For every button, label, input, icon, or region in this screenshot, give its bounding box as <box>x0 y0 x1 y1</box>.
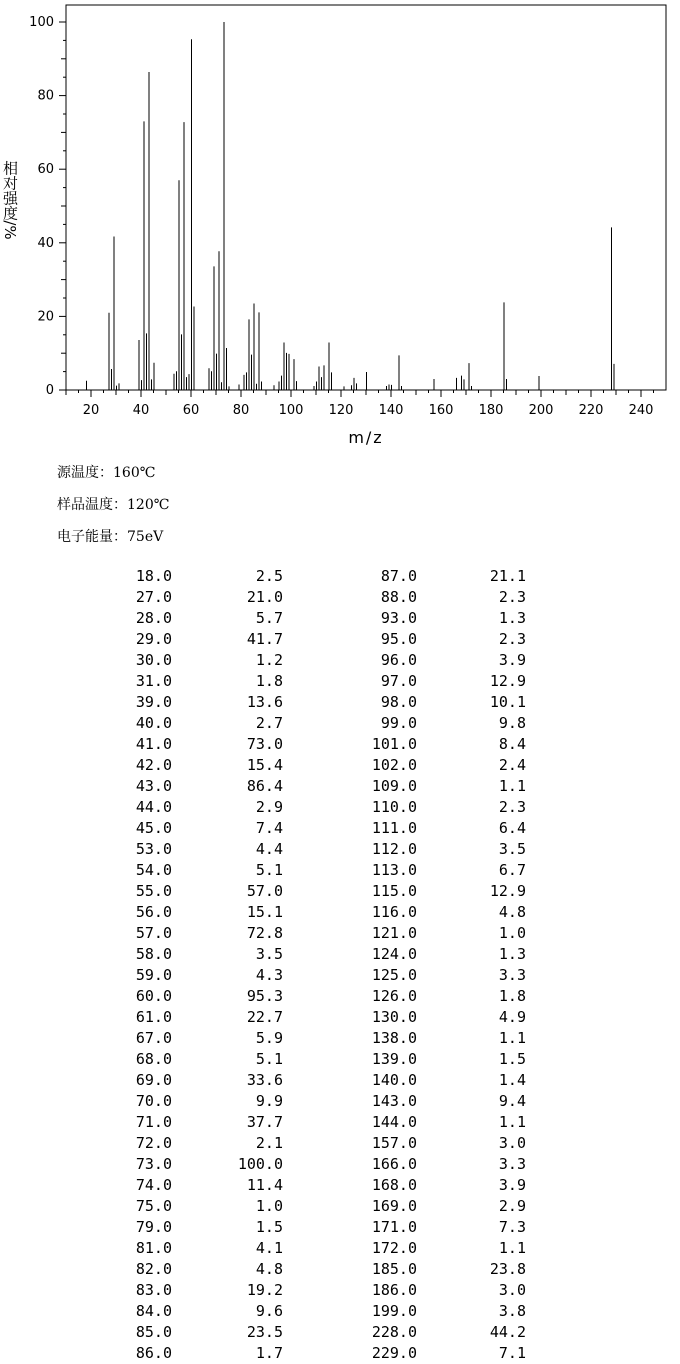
table-cell-intensity: 1.4 <box>498 1071 526 1089</box>
table-cell-intensity: 13.6 <box>246 693 283 711</box>
table-cell-mz: 57.0 <box>135 924 172 942</box>
table-cell-mz: 96.0 <box>380 651 417 669</box>
table-cell-intensity: 5.9 <box>255 1029 283 1047</box>
table-cell-mz: 61.0 <box>135 1008 172 1026</box>
table-cell-intensity: 2.1 <box>255 1134 283 1152</box>
table-cell-mz: 88.0 <box>380 588 417 606</box>
table-cell-intensity: 5.1 <box>255 1050 283 1068</box>
table-cell-intensity: 9.4 <box>498 1092 526 1110</box>
x-tick-label: 240 <box>628 403 654 418</box>
source-temperature: 源温度：160℃ <box>57 465 156 481</box>
mz-column-left <box>100 566 172 1364</box>
table-cell-mz: 168.0 <box>371 1176 417 1194</box>
table-cell-mz: 72.0 <box>135 1134 172 1152</box>
table-cell-mz: 140.0 <box>371 1071 417 1089</box>
table-cell-mz: 30.0 <box>135 651 172 669</box>
table-cell-intensity: 95.3 <box>246 987 283 1005</box>
intensity-column-left <box>210 566 283 1364</box>
table-cell-intensity: 2.4 <box>498 756 526 774</box>
table-cell-intensity: 1.7 <box>255 1344 283 1362</box>
y-axis-ticks <box>29 15 66 398</box>
table-cell-mz: 185.0 <box>371 1260 417 1278</box>
table-cell-intensity: 1.5 <box>498 1050 526 1068</box>
table-cell-mz: 59.0 <box>135 966 172 984</box>
y-tick-label: 60 <box>37 162 54 178</box>
table-cell-intensity: 3.3 <box>498 1155 526 1173</box>
table-cell-intensity: 19.2 <box>246 1281 283 1299</box>
table-cell-intensity: 1.1 <box>498 777 526 795</box>
table-cell-mz: 40.0 <box>135 714 172 732</box>
table-cell-intensity: 3.9 <box>498 1176 526 1194</box>
table-cell-mz: 97.0 <box>380 672 417 690</box>
table-cell-mz: 43.0 <box>135 777 172 795</box>
x-tick-label: 60 <box>182 403 200 418</box>
table-cell-mz: 69.0 <box>135 1071 172 1089</box>
table-cell-intensity: 10.1 <box>489 693 526 711</box>
x-tick-label: 180 <box>478 403 504 418</box>
table-cell-intensity: 1.5 <box>255 1218 283 1236</box>
table-cell-intensity: 3.0 <box>498 1134 526 1152</box>
y-tick-label: 40 <box>37 235 54 251</box>
y-tick-label: 100 <box>29 15 54 30</box>
mass-spectrum-chart <box>0 0 680 450</box>
peak-group <box>87 22 615 390</box>
table-cell-intensity: 3.3 <box>498 966 526 984</box>
table-cell-mz: 171.0 <box>371 1218 417 1236</box>
table-cell-intensity: 2.3 <box>498 798 526 816</box>
table-cell-intensity: 3.8 <box>498 1302 526 1320</box>
table-cell-intensity: 33.6 <box>246 1071 283 1089</box>
table-cell-intensity: 4.4 <box>255 840 283 858</box>
table-cell-mz: 98.0 <box>380 693 417 711</box>
table-cell-intensity: 3.0 <box>498 1281 526 1299</box>
table-cell-intensity: 1.1 <box>498 1029 526 1047</box>
table-cell-mz: 112.0 <box>371 840 417 858</box>
table-cell-mz: 99.0 <box>380 714 417 732</box>
table-cell-intensity: 4.9 <box>498 1008 526 1026</box>
table-cell-mz: 111.0 <box>371 819 417 837</box>
table-cell-intensity: 4.1 <box>255 1239 283 1257</box>
table-cell-intensity: 4.8 <box>498 903 526 921</box>
table-cell-mz: 93.0 <box>380 609 417 627</box>
table-cell-mz: 70.0 <box>135 1092 172 1110</box>
table-cell-intensity: 12.9 <box>489 882 526 900</box>
table-cell-mz: 18.0 <box>135 567 172 585</box>
table-cell-mz: 44.0 <box>135 798 172 816</box>
table-cell-mz: 39.0 <box>135 693 172 711</box>
table-cell-mz: 74.0 <box>135 1176 172 1194</box>
table-cell-mz: 172.0 <box>371 1239 417 1257</box>
table-cell-mz: 115.0 <box>371 882 417 900</box>
table-cell-mz: 83.0 <box>135 1281 172 1299</box>
table-cell-intensity: 2.5 <box>255 567 283 585</box>
table-cell-mz: 126.0 <box>371 987 417 1005</box>
table-cell-intensity: 4.3 <box>255 966 283 984</box>
table-cell-mz: 144.0 <box>371 1113 417 1131</box>
table-cell-mz: 56.0 <box>135 903 172 921</box>
x-tick-label: 80 <box>232 403 250 418</box>
table-cell-mz: 87.0 <box>380 567 417 585</box>
intensity-column-right <box>450 566 526 1364</box>
table-cell-intensity: 3.9 <box>498 651 526 669</box>
table-cell-mz: 125.0 <box>371 966 417 984</box>
y-tick-label: 0 <box>45 383 54 398</box>
x-tick-label: 200 <box>528 403 554 418</box>
x-tick-label: 160 <box>428 403 454 418</box>
table-cell-intensity: 1.8 <box>498 987 526 1005</box>
table-cell-mz: 81.0 <box>135 1239 172 1257</box>
table-cell-intensity: 7.3 <box>498 1218 526 1236</box>
table-cell-mz: 55.0 <box>135 882 172 900</box>
table-cell-intensity: 41.7 <box>246 630 283 648</box>
table-cell-mz: 86.0 <box>135 1344 172 1362</box>
table-cell-mz: 130.0 <box>371 1008 417 1026</box>
table-cell-intensity: 2.9 <box>498 1197 526 1215</box>
table-cell-mz: 60.0 <box>135 987 172 1005</box>
table-cell-intensity: 2.3 <box>498 588 526 606</box>
table-cell-intensity: 1.2 <box>255 651 283 669</box>
table-cell-intensity: 23.8 <box>489 1260 526 1278</box>
table-cell-intensity: 21.0 <box>246 588 283 606</box>
y-tick-label: 20 <box>37 309 54 325</box>
table-cell-intensity: 4.8 <box>255 1260 283 1278</box>
table-cell-mz: 73.0 <box>135 1155 172 1173</box>
table-cell-mz: 116.0 <box>371 903 417 921</box>
table-cell-mz: 67.0 <box>135 1029 172 1047</box>
table-cell-mz: 113.0 <box>371 861 417 879</box>
table-cell-intensity: 44.2 <box>489 1323 526 1341</box>
table-cell-mz: 102.0 <box>371 756 417 774</box>
table-cell-intensity: 21.1 <box>489 567 526 585</box>
table-cell-mz: 157.0 <box>371 1134 417 1152</box>
table-cell-mz: 29.0 <box>135 630 172 648</box>
table-cell-mz: 41.0 <box>135 735 172 753</box>
table-cell-intensity: 6.7 <box>498 861 526 879</box>
table-cell-mz: 124.0 <box>371 945 417 963</box>
table-cell-intensity: 3.5 <box>498 840 526 858</box>
table-cell-intensity: 1.1 <box>498 1239 526 1257</box>
table-cell-mz: 109.0 <box>371 777 417 795</box>
table-cell-mz: 228.0 <box>371 1323 417 1341</box>
table-cell-intensity: 6.4 <box>498 819 526 837</box>
table-cell-intensity: 100.0 <box>237 1155 283 1173</box>
table-cell-mz: 68.0 <box>135 1050 172 1068</box>
table-cell-mz: 138.0 <box>371 1029 417 1047</box>
y-tick-label: 80 <box>37 88 54 104</box>
table-cell-intensity: 9.9 <box>255 1092 283 1110</box>
table-cell-mz: 42.0 <box>135 756 172 774</box>
table-cell-mz: 27.0 <box>135 588 172 606</box>
table-cell-mz: 79.0 <box>135 1218 172 1236</box>
x-tick-label: 140 <box>378 403 404 418</box>
y-axis-label: 相对强度/% <box>1 160 19 240</box>
table-cell-mz: 143.0 <box>371 1092 417 1110</box>
table-cell-intensity: 86.4 <box>246 777 283 795</box>
table-cell-mz: 28.0 <box>135 609 172 627</box>
table-cell-mz: 84.0 <box>135 1302 172 1320</box>
table-cell-intensity: 15.4 <box>246 756 283 774</box>
plot-frame <box>66 5 666 390</box>
table-cell-intensity: 15.1 <box>246 903 283 921</box>
table-cell-mz: 85.0 <box>135 1323 172 1341</box>
table-cell-mz: 53.0 <box>135 840 172 858</box>
table-cell-mz: 71.0 <box>135 1113 172 1131</box>
x-tick-label: 40 <box>132 403 150 418</box>
table-cell-mz: 229.0 <box>371 1344 417 1362</box>
table-cell-intensity: 1.3 <box>498 609 526 627</box>
table-cell-mz: 45.0 <box>135 819 172 837</box>
table-cell-mz: 95.0 <box>380 630 417 648</box>
table-cell-mz: 139.0 <box>371 1050 417 1068</box>
x-tick-label: 20 <box>82 403 100 418</box>
table-cell-intensity: 1.0 <box>255 1197 283 1215</box>
table-cell-intensity: 57.0 <box>246 882 283 900</box>
table-cell-intensity: 7.1 <box>498 1344 526 1362</box>
table-cell-intensity: 5.1 <box>255 861 283 879</box>
table-cell-intensity: 2.3 <box>498 630 526 648</box>
table-cell-intensity: 9.6 <box>255 1302 283 1320</box>
table-cell-mz: 121.0 <box>371 924 417 942</box>
table-cell-intensity: 9.8 <box>498 714 526 732</box>
sample-temperature: 样品温度：120℃ <box>57 497 170 513</box>
mz-column-right <box>330 566 417 1364</box>
table-cell-mz: 110.0 <box>371 798 417 816</box>
table-cell-mz: 54.0 <box>135 861 172 879</box>
electron-energy: 电子能量：75eV <box>57 529 164 545</box>
table-cell-intensity: 3.5 <box>255 945 283 963</box>
table-cell-mz: 58.0 <box>135 945 172 963</box>
table-cell-mz: 169.0 <box>371 1197 417 1215</box>
table-cell-intensity: 23.5 <box>246 1323 283 1341</box>
x-tick-label: 220 <box>578 403 604 418</box>
x-tick-label: 120 <box>328 403 354 418</box>
table-cell-intensity: 1.0 <box>498 924 526 942</box>
table-cell-intensity: 8.4 <box>498 735 526 753</box>
x-axis-label: m/z <box>348 428 384 447</box>
table-cell-mz: 186.0 <box>371 1281 417 1299</box>
table-cell-intensity: 37.7 <box>246 1113 283 1131</box>
x-tick-label: 100 <box>278 403 304 418</box>
table-cell-intensity: 2.9 <box>255 798 283 816</box>
table-cell-mz: 199.0 <box>371 1302 417 1320</box>
table-cell-mz: 82.0 <box>135 1260 172 1278</box>
table-cell-intensity: 5.7 <box>255 609 283 627</box>
table-cell-intensity: 73.0 <box>246 735 283 753</box>
table-cell-intensity: 2.7 <box>255 714 283 732</box>
table-cell-intensity: 1.3 <box>498 945 526 963</box>
table-cell-intensity: 11.4 <box>246 1176 283 1194</box>
table-cell-intensity: 72.8 <box>246 924 283 942</box>
table-cell-mz: 166.0 <box>371 1155 417 1173</box>
table-cell-mz: 75.0 <box>135 1197 172 1215</box>
table-cell-intensity: 12.9 <box>489 672 526 690</box>
table-cell-mz: 31.0 <box>135 672 172 690</box>
table-cell-intensity: 22.7 <box>246 1008 283 1026</box>
table-cell-mz: 101.0 <box>371 735 417 753</box>
table-cell-intensity: 1.1 <box>498 1113 526 1131</box>
table-cell-intensity: 1.8 <box>255 672 283 690</box>
x-axis-ticks <box>66 390 654 418</box>
table-cell-intensity: 7.4 <box>255 819 283 837</box>
